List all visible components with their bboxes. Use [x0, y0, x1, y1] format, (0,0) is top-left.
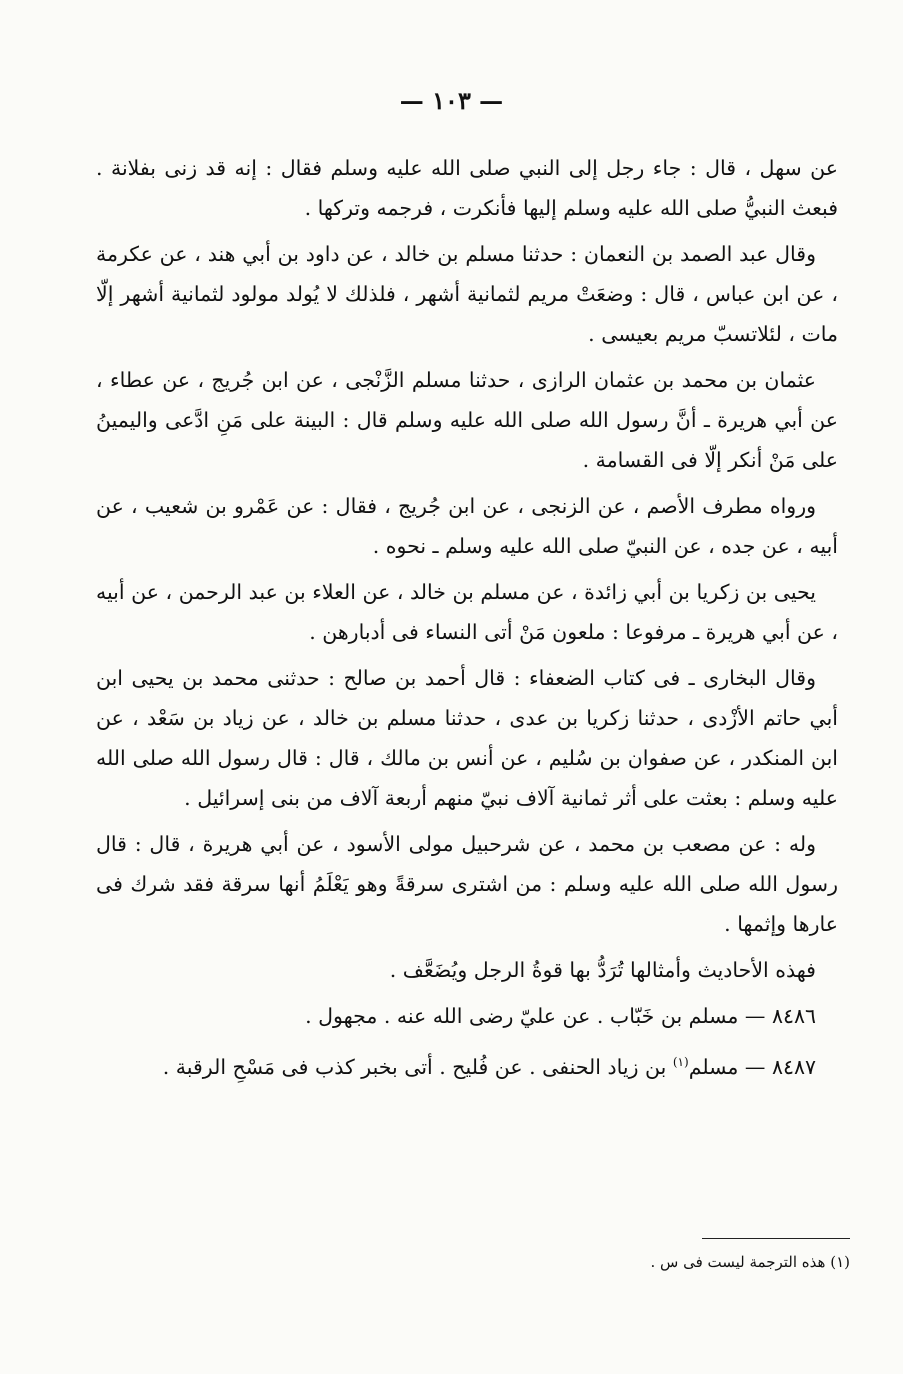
- entry-dash: —: [744, 1004, 766, 1028]
- entry-number: ٨٤٨٧: [771, 1054, 816, 1079]
- footnote-divider: [702, 1238, 850, 1239]
- entry-text: بن زياد الحنفى . عن فُليح . أتى بخبر كذب فى مَسْحِ الرقبة .: [162, 1054, 667, 1079]
- paragraph-6: وقال البخارى ـ فى كتاب الضعفاء : قال أحمد بن صالح : حدثنى محمد بن يحيى ابن أبي حاتم الأزْدى ، حدثنا زكريا بن عدى ، حدثنا مسلم بن خالد ، عن زياد بن سَعْد ، عن ابن المنكدر ، عن صفوان بن سُليم ، عن أنس بن مالك ، قال : قال رسول الله صلى الله عليه وسلم : بعثت على أثر ثمانية آلاف نبيّ منهم أربعة آلاف من بنى إسرائيل .: [96, 666, 838, 810]
- main-text: [96, 148, 838, 1093]
- entry-8487: [96, 1042, 838, 1087]
- paragraph-5: يحيى بن زكريا بن أبي زائدة ، عن مسلم بن خالد ، عن العلاء بن عبد الرحمن ، عن أبيه ، عن أبي هريرة ـ مرفوعا : ملعون مَنْ أتى النساء فى أدبارهن .: [96, 580, 838, 644]
- entry-text: مسلم بن خَبّاب . عن عليّ رضى الله عنه . مجهول .: [305, 1004, 739, 1028]
- paragraph-7: وله : عن مصعب بن محمد ، عن شرحبيل مولى الأسود ، عن أبي هريرة ، قال : قال رسول الله صلى الله عليه وسلم : من اشترى سرقةً وهو يَعْلَمُ أنها سرقة فقد شرك فى عارها وإثمها .: [96, 832, 838, 936]
- footnote-reference: (١): [672, 1055, 689, 1069]
- entry-dash: —: [744, 1054, 766, 1079]
- paragraph-3: عثمان بن محمد بن عثمان الرازى ، حدثنا مسلم الزَّنْجى ، عن ابن جُريج ، عن عطاء ، عن أبي هريرة ـ أنَّ رسول الله صلى الله عليه وسلم قال : البينة على مَنِ ادَّعى واليمينُ على مَنْ أنكر إلّا فى القسامة .: [96, 368, 838, 472]
- paragraph-1: عن سهل ، قال : جاء رجل إلى النبي صلى الله عليه وسلم فقال : إنه قد زنى بفلانة . فبعث النبيُّ صلى الله عليه وسلم إليها فأنكرت ، فرجمه وتركها .: [96, 156, 838, 220]
- paragraph-8: فهذه الأحاديث وأمثالها تُرَدُّ بها قوةُ الرجل ويُضَعَّف .: [389, 958, 816, 982]
- page-number: — ١٠٣ —: [399, 86, 504, 115]
- entry-number: ٨٤٨٦: [771, 1004, 816, 1028]
- paragraph-2: وقال عبد الصمد بن النعمان : حدثنا مسلم بن خالد ، عن داود بن أبي هند ، عن عكرمة ، عن ابن عباس ، قال : وضعَتْ مريم لثمانية أشهر ، فلذلك لا يُولد مولود لثمانية أشهر إلّا مات ، لئلاتسبّ مريم بعيسى .: [96, 242, 838, 346]
- paragraph-4: ورواه مطرف الأصم ، عن الزنجى ، عن ابن جُريج ، فقال : عن عَمْرو بن شعيب ، عن أبيه ، عن جده ، عن النبيّ صلى الله عليه وسلم ـ نحوه .: [96, 494, 838, 558]
- entry-8486: [96, 996, 838, 1036]
- entry-name: مسلم: [688, 1054, 739, 1079]
- footnote: (١) هذه الترجمة ليست فى س .: [650, 1253, 850, 1271]
